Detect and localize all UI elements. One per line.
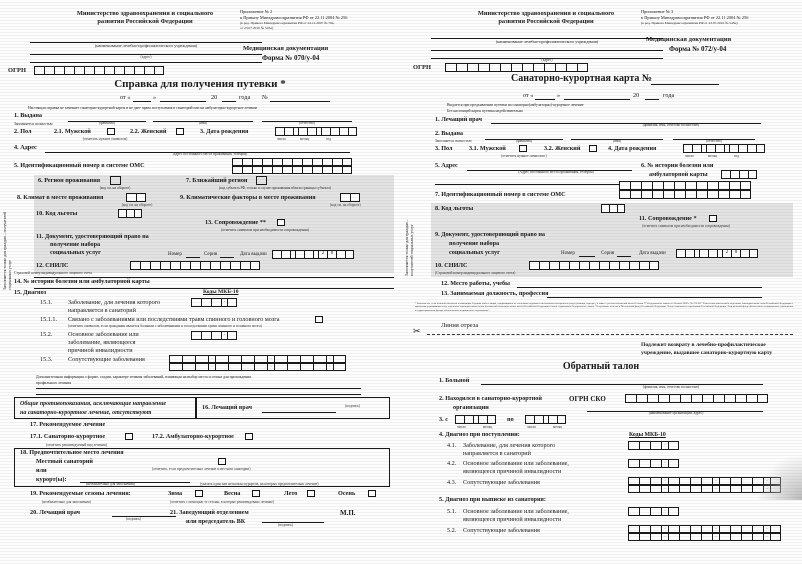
- t-from-part-month: месяц: [483, 425, 493, 429]
- checkbox-ambulatory-resort[interactable]: [245, 433, 253, 440]
- r-field-11-label: 11. Сопровождение *: [639, 215, 697, 222]
- field-16-signature-rule[interactable]: [262, 412, 336, 413]
- r-field-6-boxes[interactable]: [721, 170, 757, 179]
- season-autumn-label: Осень: [338, 490, 356, 497]
- t-field-2-hint: (наименование организации, адрес): [648, 411, 704, 415]
- field-11-issue-date-boxes[interactable]: [272, 250, 354, 259]
- scan-corner-shadow: [756, 454, 802, 500]
- field-15-3-label: Сопутствующие заболевания: [68, 356, 145, 363]
- r-issue-year-0: 0: [731, 249, 740, 258]
- field-13-hint: (отметить символом при необходимости сопровождения): [221, 228, 309, 232]
- field-17-1-label: 17.1. Санаторно-курортное: [30, 433, 106, 440]
- patronymic-caption: (отчество): [299, 121, 315, 125]
- t-field-5-2-label: Сопутствующие заболевания: [463, 527, 540, 534]
- checkbox-season-spring[interactable]: [252, 490, 260, 497]
- field-15-2-line2: заболевание, являющееся: [68, 339, 136, 346]
- ogrn-label: ОГРН: [8, 67, 26, 74]
- field-20-label: 20. Лечащий врач: [30, 509, 81, 516]
- t-field-5-1-number: 5.1.: [447, 508, 457, 515]
- t-field-5-label: 5. Диагноз при выписке из санатория:: [439, 496, 546, 503]
- checkbox-male[interactable]: [107, 128, 115, 135]
- field-15-1-1-hint: (отметить символом, если гражданин является больным с заболеваниями и последствиями травм спинного и головного мозга): [68, 324, 262, 328]
- r-field-8-label: 8. Код льготы: [435, 205, 474, 212]
- field-15-2-mkb-boxes[interactable]: .: [191, 331, 237, 340]
- field-15-1-line2: направляется в санаторий: [68, 307, 136, 314]
- date-from-label: от «: [120, 94, 131, 101]
- r-field-3-2-female: 3.2. Женский: [544, 145, 581, 152]
- r-ogrn-label: ОГРН: [413, 64, 431, 71]
- t-to-part-day: число: [527, 425, 536, 429]
- contraindications-line2: на санаторно-курортное лечение, отсутствуют: [20, 410, 152, 416]
- r-snils-boxes[interactable]: [529, 261, 659, 270]
- t-field-5-1-mkb-boxes[interactable]: .: [628, 507, 679, 516]
- r-field-13-rule[interactable]: [547, 297, 762, 298]
- field-15-1-number: 15.1.: [40, 299, 53, 306]
- r-address-rule-1: [431, 50, 663, 51]
- checkbox-spinal-brain-trauma[interactable]: [315, 316, 323, 323]
- r-date-quote: »: [557, 92, 561, 99]
- ogrn-sko-boxes[interactable]: [625, 394, 768, 403]
- field-7-code-box[interactable]: [256, 176, 267, 185]
- field-11-issue-date-label: Дата выдачи: [240, 252, 267, 257]
- checkbox-local-sanatorium[interactable]: [218, 458, 226, 465]
- r-address-caption: (адрес): [541, 58, 553, 62]
- field-4-label: 4. Адрес: [14, 144, 37, 151]
- field-6-label: 6. Регион проживания: [38, 177, 101, 184]
- r-ogrn-boxes[interactable]: [445, 63, 588, 72]
- r-oms-boxes-row1[interactable]: [619, 181, 751, 190]
- t-field-4-2-mkb-boxes[interactable]: .: [628, 459, 679, 468]
- field-11-label-line2: получение набора: [50, 241, 101, 248]
- right-sidebar-note: Заполняется только для граждан – получателей социальных услуг: [405, 219, 414, 276]
- r-ministry-line-1: Министерство здравоохранения и социального: [477, 10, 615, 17]
- field-19-optional-hint: (необязательно для заполнения): [42, 500, 91, 504]
- t-field-4-3-number: 4.3.: [447, 479, 457, 486]
- address-rule-2: [30, 62, 262, 63]
- r-date-goda-label: года: [663, 92, 675, 99]
- r-issue-year-2: 2: [722, 249, 731, 258]
- field-11-series-rule[interactable]: [220, 257, 234, 258]
- t-field-3-from-boxes[interactable]: [455, 415, 496, 424]
- date-year-rule: [222, 101, 236, 102]
- field-7-label: 7. Ближайший регион: [186, 177, 248, 184]
- field-18-local-label: Местный санаторий: [36, 458, 93, 465]
- field-15-1-1-label: Связано с заболеваниями или последствиями травм спинного и головного мозга: [68, 316, 280, 323]
- r-field-5-rule-2[interactable]: [435, 184, 632, 185]
- r-field-7-label: 7. Идентификационный номер в системе ОМС: [435, 191, 566, 198]
- t-field-5-1-line2: являющееся причиной инвалидности: [463, 516, 562, 523]
- field-18-local-hint: (отметить, если предпочтительно лечение в местном санатории): [152, 467, 251, 471]
- t-field-4-2-number: 4.2.: [447, 460, 457, 467]
- field-9-label: 9. Климатические факторы в месте проживания: [180, 194, 316, 201]
- extra-info-rule-2[interactable]: [36, 394, 361, 395]
- ministry-line-1: Министерство здравоохранения и социального: [76, 10, 214, 17]
- field-1-label: 1. Выдана: [14, 112, 43, 119]
- field-18-or-label: или: [36, 467, 47, 474]
- contraindications-line1: Общие противопоказания, исключающие направление: [20, 401, 167, 407]
- field-2-1-male: 2.1. Мужской: [54, 128, 91, 135]
- field-11-label-line3: социальных услуг: [50, 249, 101, 256]
- t-field-1-rule[interactable]: [481, 384, 763, 385]
- appendix-line-4: от 23.07.2010 № 545н): [240, 26, 274, 30]
- t-field-5-2-mkb-row2[interactable]: . . .: [628, 533, 781, 541]
- name-caption: (имя): [198, 121, 208, 125]
- r-note-line-2: Без настоящей карты путевка недействительна: [447, 109, 523, 113]
- field-2-2-female: 2.2. Женский: [130, 128, 167, 135]
- field-20-signature-rule[interactable]: [112, 516, 176, 517]
- t-field-4-3-mkb-row1[interactable]: . .: [628, 477, 781, 485]
- address-caption: (адрес): [140, 55, 152, 59]
- field-15-2-line3: причиной инвалидности: [68, 347, 133, 354]
- snils-boxes[interactable]: [130, 261, 260, 270]
- t-field-3-label: 3. с: [439, 416, 448, 423]
- birthdate-part-month: месяц: [300, 137, 310, 141]
- r-field-10-label: 10. СНИЛС: [435, 262, 468, 269]
- t-field-4-2-line1: Основное заболевание или заболевание,: [463, 460, 569, 467]
- field-13-label: 13. Сопровождение **: [205, 219, 267, 226]
- t-field-1-label: 1. Больной: [439, 377, 470, 384]
- field-9-hint: (код см. на обороте): [330, 203, 361, 207]
- t-mkb-header: Коды МКБ-10: [629, 432, 666, 438]
- field-11-label-line1: 11. Документ, удостоверяющий право на: [36, 233, 149, 240]
- r-date-day-rule[interactable]: [535, 99, 555, 100]
- institution-caption: (наименование лечебно-профилактического учреждения): [94, 43, 198, 48]
- return-note-line1: Подлежит возврату в лечебно-профилактическое: [641, 342, 766, 348]
- t-field-4-label: 4. Диагноз при поступлении:: [439, 431, 520, 438]
- t-field-4-2-line2: являющееся причиной инвалидности: [463, 468, 562, 475]
- field-21-line2: или председатель ВК: [186, 518, 246, 525]
- field-18-label: 18. Предпочтительное место лечения: [20, 449, 124, 456]
- extra-info-line1: Дополнительная информация о форме, стадии, характере течения заболеваний, влияющая на выбор места и сезона для прохождения: [36, 375, 251, 379]
- field-2-label: 2. Пол: [14, 128, 32, 135]
- note-under-title: Настоящая справка не заменяет санаторно-курортной карты и не дает права поступления в санаторий или на амбулаторно-курортное лечение: [28, 106, 258, 110]
- field-5-label: 5. Идентификационный номер в системе ОМС: [14, 162, 145, 169]
- r-surname-caption: (фамилия): [516, 139, 532, 143]
- r-birthdate-boxes[interactable]: [683, 144, 765, 153]
- r-field-11-hint: (отметить символом при необходимости сопровождения): [642, 224, 730, 228]
- field-21-line1: 21. Заведующий отделением: [170, 509, 249, 516]
- season-spring-label: Весна: [224, 490, 241, 497]
- r-field-9-number-rule[interactable]: [579, 256, 595, 257]
- field-10-label: 10. Код льготы: [36, 210, 78, 217]
- r-field-2-label: 2. Выдана: [435, 130, 464, 137]
- field-7-hint: (код субъекта РФ, только в случае проживания вблизи границы субъекта): [218, 186, 332, 190]
- mkb-header: Коды МКБ-10: [203, 289, 239, 295]
- r-field-5-hint: (Адрес постоянного места проживания, телефон): [518, 170, 594, 174]
- r-field-9-issue-date-boxes[interactable]: [676, 249, 758, 258]
- season-winter-label: Зима: [168, 490, 183, 497]
- field-3-label: 3. Дата рождения: [200, 128, 249, 135]
- field-11-number-rule[interactable]: [186, 257, 200, 258]
- r-med-doc-label: Медицинская документация: [646, 36, 732, 43]
- right-form-page: [401, 0, 802, 564]
- appendix-line-3: (в ред. Приказа Минздравсоцразвития РФ от 24.12.2007 № 794,: [240, 21, 335, 25]
- t-field-4-1-line2: направляется в санаторий: [463, 450, 531, 457]
- r-title-number-rule[interactable]: [651, 84, 719, 85]
- r-date-from-label: от «: [523, 92, 534, 99]
- r-field-12-rule[interactable]: [517, 287, 762, 288]
- field-9-boxes[interactable]: [340, 193, 360, 202]
- r-date-month-rule[interactable]: [564, 99, 630, 100]
- surname-caption: (фамилия): [99, 121, 115, 125]
- r-field-9-line3: социальных услуг: [449, 249, 500, 256]
- t-field-2-line2: организации: [453, 404, 489, 411]
- date-day-rule: [133, 101, 151, 102]
- field-15-1-line1: Заболевание, для лечения которого: [68, 299, 161, 306]
- r-field-2-hint: Заполняется полностью: [435, 139, 472, 143]
- r-field-9-number-label: Номер: [561, 251, 575, 256]
- r-field-3-1-male: 3.1. Мужской: [469, 145, 506, 152]
- checkbox-season-summer[interactable]: [307, 490, 315, 497]
- r-birthdate-part-year: год: [734, 154, 739, 158]
- r-patronymic-caption: (отчество): [706, 139, 722, 143]
- date-month-rule: [160, 101, 206, 102]
- t-field-5-2-mkb-row1[interactable]: . . .: [628, 525, 781, 533]
- field-19-hint: (отметить с помощью те сезоны, в которые рекомендовано лечение): [170, 500, 275, 504]
- extra-info-line2: профильного лечения: [36, 381, 72, 385]
- field-17-hint: (отметить рекомендуемый вид лечения): [46, 443, 107, 447]
- field-8-boxes[interactable]: [126, 193, 146, 202]
- r-field-1-hint: (фамилия, имя, отчество полностью): [642, 123, 700, 127]
- checkbox-season-winter[interactable]: [195, 490, 203, 497]
- field-8-hint: (код см. на обороте): [121, 203, 153, 207]
- field-6-hint: (код см. на обороте): [99, 186, 131, 190]
- birthdate-part-day: число: [277, 137, 286, 141]
- talon-title: Обратный талон: [562, 361, 640, 372]
- field-18-resort-label: курорт(ы):: [36, 476, 67, 483]
- oms-boxes-row1[interactable]: [232, 158, 352, 166]
- field-2-hint: (отметить нужное символом): [82, 137, 128, 141]
- r-date-year-rule[interactable]: [645, 99, 659, 100]
- birthdate-part-year: год: [326, 137, 331, 141]
- appendix-line-1: Приложение № 2: [240, 9, 273, 14]
- t-field-4-1-number: 4.1.: [447, 442, 457, 449]
- r-field-1-label: 1. Лечащий врач: [435, 116, 482, 123]
- r-field-3-label: 3. Пол: [435, 145, 453, 152]
- field-12-hint: Страховой номер индивидуального лицевого счета: [14, 271, 92, 275]
- r-field-9-issue-date-label: Дата выдачи: [639, 251, 666, 256]
- t-field-3-to-boxes[interactable]: [525, 415, 566, 424]
- r-checkbox-male[interactable]: [519, 145, 527, 152]
- r-field-9-series-label: Серия: [601, 251, 615, 256]
- field-19-label: 19. Рекомендуемые сезоны лечения:: [30, 490, 131, 497]
- r-field-6-line1: 6. № истории болезни или: [641, 162, 714, 169]
- t-field-4-1-mkb-boxes[interactable]: .: [628, 441, 679, 450]
- form-title: Справка для получения путевки *: [114, 78, 286, 90]
- t-field-5-1-line1: Основное заболевание или заболевание,: [463, 508, 569, 515]
- r-field-10-hint: (Страховой номер индивидуального лицевого счета): [435, 271, 516, 275]
- field-15-2-number: 15.2.: [40, 331, 53, 338]
- stamp-place-label: М.П.: [340, 509, 356, 517]
- field-10-boxes[interactable]: [118, 209, 142, 218]
- field-14-label: 14. № истории болезни или амбулаторной карты: [14, 278, 150, 285]
- r-name-caption: (имя): [612, 139, 622, 143]
- return-note-line2: учреждение, выдавшее санаторно-курортную карту: [641, 350, 773, 356]
- r-field-5-label: 5. Адрес: [435, 162, 458, 169]
- r-field-8-boxes[interactable]: [601, 204, 625, 213]
- field-18-optional-hint: (необязательно для заполнения): [86, 482, 135, 486]
- field-18-resort-hint: (указать один или несколько курортов, на которых предпочтительно лечение): [200, 482, 319, 486]
- r-checkbox-female[interactable]: [589, 145, 597, 152]
- field-15-3-mkb-row1[interactable]: . . .: [169, 355, 346, 363]
- field-20-signature-caption: (подпись): [126, 517, 141, 521]
- left-sidebar-note: Заполняется только для граждан – получателей социальных услуг: [3, 211, 12, 290]
- checkbox-female[interactable]: [176, 128, 184, 135]
- ministry-line-2: развития Российской Федерации: [97, 18, 193, 25]
- field-6-code-box[interactable]: [110, 176, 121, 185]
- med-doc-label: Медицинская документация: [243, 45, 329, 52]
- r-field-9-series-rule[interactable]: [617, 256, 631, 257]
- r-field-9-line1: 9. Документ, удостоверяющий право на: [435, 231, 545, 238]
- t-from-part-day: число: [457, 425, 466, 429]
- form-number: Форма № 070/у-04: [262, 54, 320, 62]
- field-1-hint: Заполняется полностью: [14, 122, 53, 126]
- cut-line-label: Линия отреза: [441, 322, 479, 329]
- t-field-4-3-mkb-row2[interactable]: . .: [628, 485, 781, 493]
- field-17-2-label: 17.2. Амбулаторно-курортное: [152, 433, 234, 440]
- field-4-hint: (адрес постоянного места проживания, телефон): [172, 152, 248, 156]
- ogrn-sko-label: ОГРН СКО: [569, 395, 606, 403]
- date-number-rule: [270, 101, 330, 102]
- field-15-label: 15. Диагноз: [14, 289, 47, 296]
- t-field-5-2-number: 5.2.: [447, 527, 457, 534]
- r-oms-boxes-row2[interactable]: [619, 190, 751, 199]
- issue-year-0: 0: [327, 250, 336, 259]
- field-21-signature-caption: (подпись): [278, 523, 293, 527]
- oms-boxes-row2[interactable]: [232, 166, 352, 174]
- field-11-number-label: Номер: [168, 252, 182, 257]
- r-ministry-line-2: развития Российской Федерации: [498, 18, 594, 25]
- date-goda-label: года: [239, 94, 251, 101]
- field-16-signature-caption: (подпись): [345, 404, 360, 408]
- r-form-number: Форма № 072/у-04: [669, 45, 727, 53]
- r-appendix-line-3: (в ред. Приказа Минздравсоцразвития РФ от 23.07.2010 № 545н): [641, 21, 738, 25]
- issue-year-2: 2: [318, 250, 327, 259]
- r-appendix-line-1: Приложение № 3: [641, 9, 674, 14]
- r-birthdate-part-month: месяц: [708, 154, 718, 158]
- t-to-part-month: месяц: [553, 425, 563, 429]
- t-field-4-1-line1: Заболевание, для лечения которого: [463, 442, 556, 449]
- checkbox-accompaniment[interactable]: [277, 219, 285, 226]
- r-field-13-label: 13. Занимаемая должность, профессия: [441, 290, 549, 297]
- r-field-4-label: 4. Дата рождения: [608, 145, 657, 152]
- r-field-12-label: 12. Место работы, учебы: [441, 280, 510, 287]
- field-21-signature-rule[interactable]: [262, 522, 324, 523]
- t-field-2-line1: 2. Находился в санаторно-курортной: [439, 395, 542, 402]
- r-field-6-line2: амбулаторной карты: [649, 171, 708, 178]
- birthdate-boxes[interactable]: [275, 127, 357, 136]
- r-birthdate-part-day: число: [685, 154, 694, 158]
- r-appendix-line-2: к Приказу Минздравсоцразвития РФ от 22.11.2004 № 256: [641, 15, 749, 20]
- t-field-4-3-label: Сопутствующие заболевания: [463, 479, 540, 486]
- scissors-icon: ✂: [413, 326, 421, 336]
- date-number-label: №: [262, 94, 268, 101]
- r-form-title: Санаторно-курортная карта №: [511, 73, 652, 84]
- r-note-line-1: Выдается при предъявлении путевки на санаторно(амбулаторно)-курортное лечение: [447, 103, 584, 107]
- cut-dashed-rule: [427, 334, 793, 335]
- t-field-1-hint: (фамилия, имя, отчество полностью): [642, 385, 700, 389]
- r-checkbox-accompaniment[interactable]: [709, 215, 717, 222]
- checkbox-sanatorium-resort[interactable]: [125, 433, 133, 440]
- field-15-1-1-number: 15.1.1.: [40, 316, 58, 323]
- r-field-3-hint: (отметить нужное символом ): [501, 154, 547, 158]
- checkbox-season-autumn[interactable]: [368, 490, 376, 497]
- r-footnote: * Заполняется, если больной относится к инвалидам I группы либо к лицам, нуждающимся по состоянию здоровья в постоянном постороннем уходе (помощи, надзоре), а также с учетом положений части 6 статьи 77 Федерального закона от 24 июля 2009 г. № 213-ФЗ "О внесении изменений в отдельные законодательные акты Российской Федерации и признании утратившими силу отдельных законодательных актов (положений законодательных актов) Российской Федерации в связи с принятием Федерального закона "О страховых взносах в Пенсионный фонд Российской Федерации, Фонд социального страхования Российской Федерации, Федеральный фонд обязательного медицинского страхования и территориальные фонды обязательного медицинского страхования".: [415, 302, 793, 312]
- r-date-year-20: 20: [633, 92, 640, 99]
- ogrn-boxes[interactable]: [34, 66, 164, 75]
- season-summer-label: Лето: [284, 490, 298, 497]
- field-8-label: 8. Климат в месте проживания: [17, 194, 104, 201]
- field-16-label: 16. Лечащий врач: [202, 404, 253, 411]
- appendix-line-2: к Приказу Минздравсоцразвития РФ от 22.11.2004 № 256: [240, 15, 348, 20]
- extra-info-rule-1[interactable]: [36, 388, 361, 389]
- r-field-9-line2: получение набора: [449, 240, 500, 247]
- field-15-2-line1: Основное заболевание или: [68, 331, 139, 338]
- field-17-label: 17. Рекомендуемое лечение: [30, 421, 106, 428]
- field-15-3-mkb-row2[interactable]: . . .: [169, 363, 346, 371]
- date-quote: »: [153, 94, 157, 101]
- date-year-20: 20: [211, 94, 218, 101]
- field-11-series-label: Серия: [204, 252, 218, 257]
- field-15-1-mkb-boxes[interactable]: .: [191, 298, 237, 307]
- field-15-3-number: 15.3.: [40, 356, 53, 363]
- field-12-label: 12. СНИЛС: [36, 262, 69, 269]
- t-field-3-po-label: по: [507, 416, 514, 423]
- r-institution-caption: (наименование лечебно-профилактического учреждения): [495, 39, 599, 44]
